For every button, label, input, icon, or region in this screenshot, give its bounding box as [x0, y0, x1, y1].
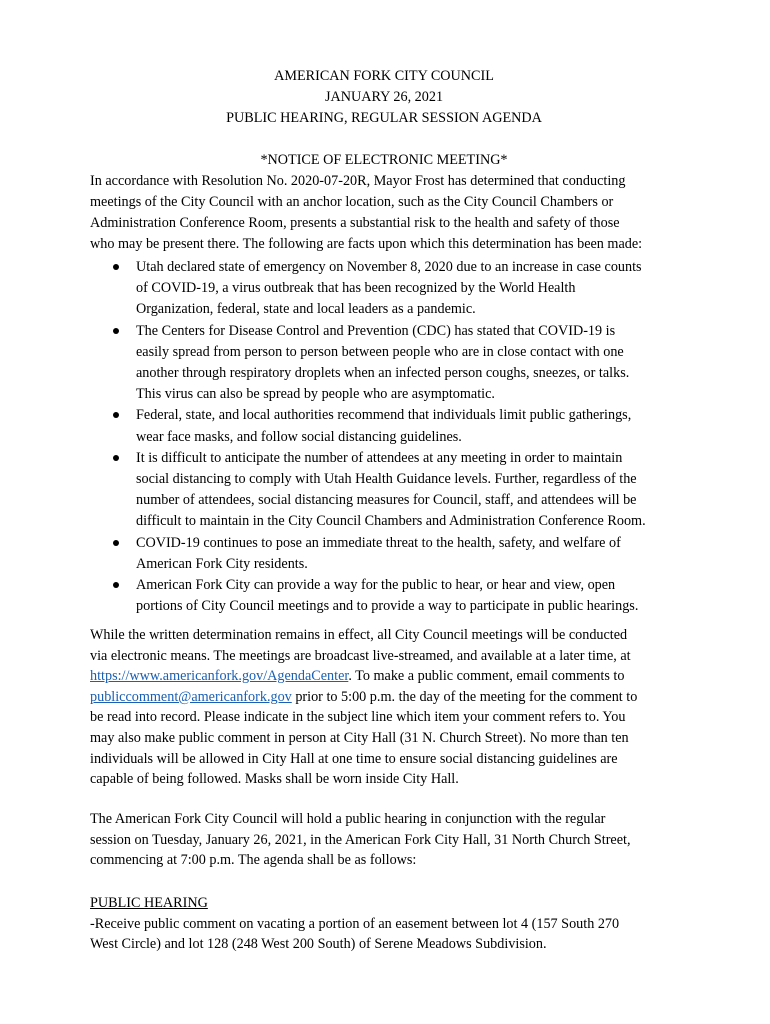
notice-title: *NOTICE OF ELECTRONIC MEETING* [260, 152, 508, 168]
list-item [90, 533, 690, 575]
agenda-item-line: West Circle) and lot 128 (248 West 200 South) of Serene Meadows Subdivision. [90, 936, 547, 953]
bullet-line: portions of City Council meetings and to provide a way to participate in public hearings. [136, 598, 639, 615]
council-name: AMERICAN FORK CITY COUNCIL [274, 68, 494, 84]
bullet-icon [113, 264, 119, 270]
paragraph-line [90, 687, 690, 708]
bullet-line: Federal, state, and local authorities recommend that individuals limit public gatherings, [136, 407, 632, 424]
list-item [90, 448, 690, 533]
paragraph-line: via electronic means. The meetings are broadcast live-streamed, and available at a later time, at [90, 647, 631, 664]
paragraph-line: commencing at 7:00 p.m. The agenda shall be as follows: [90, 852, 417, 869]
bullet-line: of COVID-19, a virus outbreak that has been recognized by the World Health [136, 280, 576, 297]
intro-line: who may be present there. The following are facts upon which this determination has been made: [90, 236, 643, 252]
public-hearing-notice-paragraph [90, 809, 690, 871]
notice-intro [90, 171, 690, 255]
paragraph-line [90, 666, 690, 687]
bullet-line: The Centers for Disease Control and Prevention (CDC) has stated that COVID-19 is [136, 322, 616, 339]
list-item [90, 321, 690, 406]
paragraph-line: While the written determination remains in effect, all City Council meetings will be conducted [90, 627, 628, 643]
bullet-icon [113, 582, 119, 588]
bullet-line: another through respiratory droplets when an infected person coughs, sneezes, or talks. [136, 365, 630, 382]
electronic-meeting-paragraph [90, 625, 690, 790]
bullet-line: wear face masks, and follow social distancing guidelines. [136, 428, 462, 445]
public-hearing-section [90, 893, 690, 955]
agenda-item-line: -Receive public comment on vacating a portion of an easement between lot 4 (157 South 270 [90, 915, 620, 932]
paragraph-text: . To make a public comment, email comments to [348, 668, 625, 685]
paragraph-line: The American Fork City Council will hold a public hearing in conjunction with the regular [90, 811, 606, 827]
paragraph-line: be read into record. Please indicate in the subject line which item your comment refers to. You [90, 709, 626, 726]
section-heading: PUBLIC HEARING [90, 895, 208, 911]
intro-line: Administration Conference Room, presents a substantial risk to the health and safety of those [90, 215, 620, 231]
bullet-line: COVID-19 continues to pose an immediate threat to the health, safety, and welfare of [136, 534, 621, 551]
bullet-line: number of attendees, social distancing measures for Council, staff, and attendees will be [136, 492, 637, 509]
bullet-line: American Fork City residents. [136, 555, 308, 572]
intro-line: meetings of the City Council with an anchor location, such as the City Council Chambers or [90, 194, 614, 210]
meeting-date: JANUARY 26, 2021 [324, 89, 444, 105]
bullet-line: This virus can also be spread by people who are asymptomatic. [136, 386, 495, 403]
bullet-line: difficult to maintain in the City Council Chambers and Administration Conference Room. [136, 513, 646, 530]
list-item [90, 257, 690, 321]
public-comment-email-link[interactable]: publiccomment@americanfork.gov [90, 688, 292, 705]
bullet-icon [113, 412, 119, 418]
list-item [90, 575, 690, 617]
determination-facts-list [90, 257, 690, 617]
intro-line: In accordance with Resolution No. 2020-07-20R, Mayor Frost has determined that conducting [90, 173, 626, 189]
agenda-center-link[interactable]: https://www.americanfork.gov/AgendaCenter [90, 668, 349, 685]
agenda-title: PUBLIC HEARING, REGULAR SESSION AGENDA [226, 110, 542, 126]
list-item [90, 405, 690, 447]
bullet-icon [113, 455, 119, 461]
bullet-line: It is difficult to anticipate the number of attendees at any meeting in order to maintain [136, 449, 623, 466]
paragraph-text: prior to 5:00 p.m. the day of the meeting for the comment to [291, 688, 638, 705]
bullet-line: Utah declared state of emergency on November 8, 2020 due to an increase in case counts [136, 259, 642, 275]
paragraph-line: individuals will be allowed in City Hall at one time to ensure social distancing guidelines are [90, 750, 618, 767]
paragraph-line: capable of being followed. Masks shall be worn inside City Hall. [90, 771, 459, 788]
bullet-line: easily spread from person to person between people who are in close contact with one [136, 343, 624, 360]
paragraph-line: session on Tuesday, January 26, 2021, in the American Fork City Hall, 31 North Church Street, [90, 831, 631, 848]
paragraph-line: may also make public comment in person at City Hall (31 N. Church Street). No more than ten [90, 729, 629, 746]
agenda-header [90, 66, 678, 129]
bullet-icon [113, 540, 119, 546]
bullet-line: Organization, federal, state and local leaders as a pandemic. [136, 301, 476, 318]
bullet-icon [113, 328, 119, 334]
bullet-line: social distancing to comply with Utah Health Guidance levels. Further, regardless of the [136, 471, 637, 488]
bullet-line: American Fork City can provide a way for the public to hear, or hear and view, open [136, 577, 616, 594]
